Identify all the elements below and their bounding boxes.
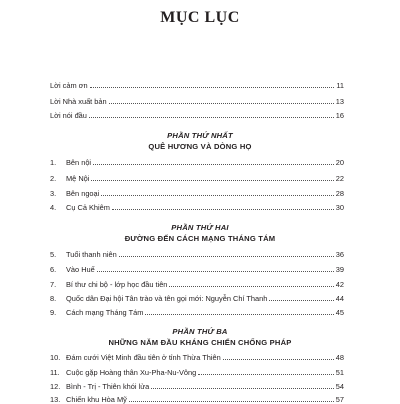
entry-label: Bên ngoại — [66, 189, 100, 198]
entry-page: 48 — [335, 353, 344, 362]
entry-label: Quốc dân Đại hội Tân trào và tên gọi mới: Nguyễn Chí Thanh — [66, 294, 268, 303]
entry-page: 11 — [336, 81, 344, 90]
toc-entry[interactable] — [50, 350, 344, 362]
toc-entry[interactable] — [50, 186, 344, 198]
entry-label: Đám cưới Việt Minh đầu tiên ở tỉnh Thừa Thiên — [66, 353, 221, 362]
toc-entry[interactable] — [50, 379, 344, 391]
entry-page: 20 — [335, 158, 344, 167]
toc-entry[interactable] — [50, 365, 344, 377]
toc-entry[interactable] — [50, 291, 344, 303]
leader-dots — [90, 86, 335, 88]
entry-number: 13. — [50, 395, 61, 404]
entry-number: 3. — [50, 189, 57, 198]
leader-dots — [169, 285, 333, 287]
toc-entry[interactable] — [50, 262, 344, 274]
entry-number: 6. — [50, 265, 57, 274]
entry-page: 28 — [335, 189, 344, 198]
entry-label: Lời Nhà xuất bản — [50, 97, 107, 106]
toc-entry[interactable] — [50, 108, 344, 120]
entry-label: Vào Huế — [66, 265, 95, 274]
entry-page: 13 — [335, 97, 344, 106]
entry-number: 11. — [50, 368, 60, 377]
entry-label: Lời nói đầu — [50, 111, 87, 120]
entry-page: 45 — [335, 308, 344, 317]
entry-label: Tuổi thanh niên — [66, 250, 117, 259]
entry-label: Bình - Trị - Thiên khói lửa — [66, 382, 150, 391]
leader-dots — [97, 270, 334, 272]
leader-dots — [109, 102, 334, 104]
entry-number: 12. — [50, 382, 61, 391]
part-label: PHẦN THỨ NHẤT — [167, 131, 233, 140]
leader-dots — [101, 194, 333, 196]
leader-dots — [119, 255, 334, 257]
entry-label: Lời cảm ơn — [50, 81, 88, 90]
leader-dots — [269, 299, 333, 301]
entry-page: 54 — [335, 382, 344, 391]
page-title: MỤC LỤC — [160, 9, 240, 26]
entry-page: 16 — [335, 111, 344, 120]
entry-label: Chiến khu Hòa Mỹ — [66, 395, 127, 404]
leader-dots — [93, 163, 334, 165]
toc-entry[interactable] — [50, 305, 344, 317]
entry-page: 57 — [335, 395, 344, 404]
toc-entry[interactable] — [50, 200, 344, 212]
entry-number: 2. — [50, 174, 57, 183]
leader-dots — [145, 313, 333, 315]
leader-dots — [151, 387, 333, 389]
entry-number: 7. — [50, 280, 57, 289]
leader-dots — [129, 400, 334, 402]
toc-entry[interactable] — [50, 78, 344, 90]
leader-dots — [112, 208, 334, 210]
entry-page: 39 — [335, 265, 344, 274]
toc-entry[interactable] — [50, 392, 344, 404]
part-title: QUÊ HƯƠNG VÀ DÒNG HỌ — [148, 142, 252, 151]
part-title: ĐƯỜNG ĐẾN CÁCH MẠNG THÁNG TÁM — [124, 234, 276, 243]
entry-page: 42 — [335, 280, 344, 289]
entry-label: Cụ Cả Khiêm — [66, 203, 110, 212]
entry-number: 4. — [50, 203, 57, 212]
entry-label: Cách mạng Tháng Tám — [66, 308, 144, 317]
leader-dots — [223, 358, 334, 360]
entry-page: 51 — [335, 368, 344, 377]
toc-entry[interactable] — [50, 277, 344, 289]
toc-entry[interactable] — [50, 247, 344, 259]
entry-label: Bên nội — [66, 158, 92, 167]
entry-number: 9. — [50, 308, 57, 317]
part-title: NHỮNG NĂM ĐẦU KHÁNG CHIẾN CHỐNG PHÁP — [108, 338, 292, 347]
leader-dots — [91, 179, 333, 181]
entry-page: 44 — [335, 294, 344, 303]
entry-number: 5. — [50, 250, 57, 259]
entry-label: Bí thư chi bộ - lớp học đầu tiên — [66, 280, 168, 289]
entry-page: 30 — [335, 203, 344, 212]
leader-dots — [198, 373, 334, 375]
entry-label: Cuộc gặp Hoàng thân Xu-Pha-Nu-Vông — [66, 368, 197, 377]
part-label: PHẦN THỨ BA — [172, 327, 228, 336]
toc-entry[interactable] — [50, 94, 344, 106]
leader-dots — [89, 116, 334, 118]
part-label: PHẦN THỨ HAI — [171, 223, 229, 232]
entry-number: 1. — [50, 158, 57, 167]
toc-entry[interactable] — [50, 155, 344, 167]
entry-label: Mệ Nội — [66, 174, 90, 183]
entry-page: 22 — [335, 174, 344, 183]
entry-number: 10. — [50, 353, 61, 362]
toc-entry[interactable] — [50, 171, 344, 183]
entry-page: 36 — [335, 250, 344, 259]
entry-number: 8. — [50, 294, 57, 303]
